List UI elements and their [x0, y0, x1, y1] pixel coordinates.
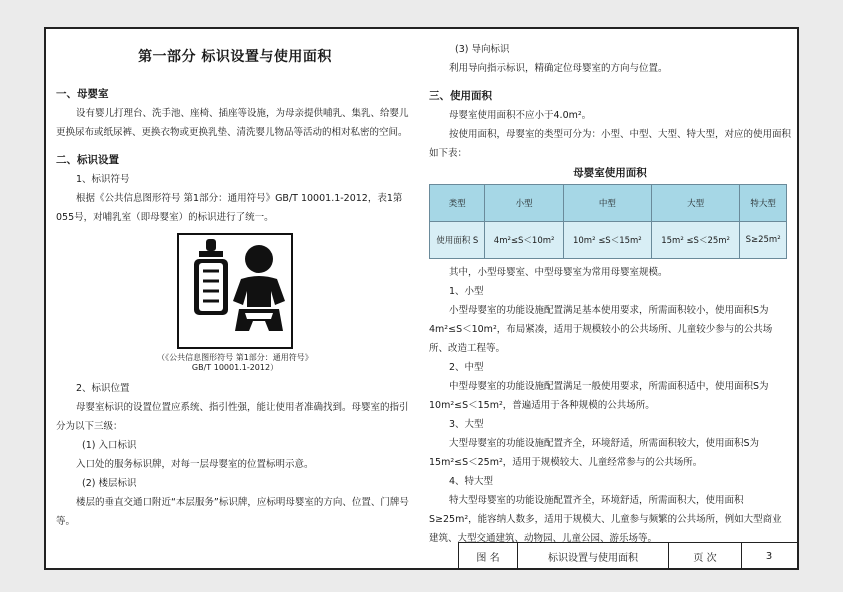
nursing-room-icon: [177, 233, 293, 349]
table-header-cell: 中型: [563, 185, 651, 222]
sign-symbol-subheading: 1、标识符号: [76, 174, 130, 185]
floor-sign-title: (2) 楼层标识: [82, 478, 137, 489]
entry-sign-body: 入口处的服务标识牌，对每一层母婴室的位置标明示意。: [76, 459, 314, 470]
floor-sign-body: 楼层的垂直交通口附近“本层服务”标识牌，应标明母婴室的方向、位置、门牌号等。: [56, 497, 409, 527]
title-block-page-label: 页 次: [669, 543, 742, 569]
table-header-cell: 特大型: [740, 185, 787, 222]
table-header-cell: 小型: [485, 185, 563, 222]
section-1-heading: 一、母婴室: [56, 88, 109, 100]
table-cell: 10m² ≤S＜15m²: [563, 222, 651, 259]
large-type-title: 3、大型: [449, 419, 484, 430]
table-cell: 15m² ≤S＜25m²: [651, 222, 739, 259]
table-cell: 使用面积 S: [430, 222, 485, 259]
table-header-cell: 大型: [651, 185, 739, 222]
icon-caption-line1: （《公共信息图形符号 第1部分：通用符号》: [157, 353, 313, 362]
title-block-name-label: 图 名: [459, 543, 518, 569]
area-min-text: 母婴室使用面积不应小于4.0m²。: [449, 110, 592, 121]
xl-type-title: 4、特大型: [449, 476, 494, 487]
icon-caption-line2: GB/T 10001.1-2012）: [191, 363, 279, 372]
table-header-cell: 类型: [430, 185, 485, 222]
sign-position-body: 母婴室标识的设置位置应系统、指引性强，能让使用者准确找到。母婴室的指引分为以下三级：: [56, 402, 409, 432]
section-1-body: 设有婴儿打理台、洗手池、座椅、插座等设施，为母亲提供哺乳、集乳、给婴儿更换尿布或纸尿裤、更换衣物或更换乳垫、清洗婴儿物品等活动的相对私密的空间。: [56, 108, 409, 138]
entry-sign-title: (1) 入口标识: [82, 440, 137, 451]
small-type-body: 小型母婴室的功能设施配置满足基本使用要求，所需面积较小，使用面积S为4m²≤S＜10m²，布局紧凑，适用于规模较小的公共场所、儿童较少参与的公共场所、改造工程等。: [429, 305, 773, 354]
common-size-text: 其中，小型母婴室、中型母婴室为常用母婴室规模。: [449, 267, 668, 278]
left-column: [56, 40, 414, 531]
xl-type-body: 特大型母婴室的功能设施配置齐全，环境舒适，所需面积大，使用面积S≥25m²，能容纳人数多，适用于规模大、儿童参与频繁的公共场所，例如大型商业建筑、大型交通建筑、动物园、儿童公园、游乐场等。: [429, 495, 782, 544]
table-row: [430, 222, 787, 259]
guide-sign-title: (3) 导向标识: [455, 44, 510, 55]
guide-sign-body: 利用导向指示标识，精确定位母婴室的方向与位置。: [449, 63, 668, 74]
table-cell: S≥25m²: [740, 222, 787, 259]
small-type-title: 1、小型: [449, 286, 484, 297]
table-cell: 4m²≤S＜10m²: [485, 222, 563, 259]
title-block: [458, 542, 799, 569]
sign-position-subheading: 2、标识位置: [76, 383, 130, 394]
table-title: 母婴室使用面积: [573, 167, 647, 179]
page-title: 第一部分 标识设置与使用面积: [138, 49, 332, 65]
large-type-body: 大型母婴室的功能设施配置齐全，环境舒适，所需面积较大，使用面积S为15m²≤S＜25m²，适用于规模较大、儿童经常参与的公共场所。: [429, 438, 760, 468]
section-2-heading: 二、标识设置: [56, 154, 119, 166]
title-block-name: 标识设置与使用面积: [518, 543, 669, 569]
sign-symbol-body: 根据《公共信息图形符号 第1部分：通用符号》GB/T 10001.1-2012，表1第055号，对哺乳室（即母婴室）的标识进行了统一。: [56, 193, 403, 223]
medium-type-title: 2、中型: [449, 362, 484, 373]
medium-type-body: 中型母婴室的功能设施配置满足一般使用要求，所需面积适中，使用面积S为10m²≤S＜15m²，普遍适用于各种规模的公共场所。: [429, 381, 769, 411]
area-table: [429, 184, 787, 259]
section-3-heading: 三、使用面积: [429, 90, 492, 102]
right-column: [429, 40, 791, 548]
table-header-row: [430, 185, 787, 222]
area-types-text: 按使用面积，母婴室的类型可分为：小型、中型、大型、特大型，对应的使用面积如下表：: [429, 129, 792, 159]
title-block-page: 3: [765, 550, 773, 562]
